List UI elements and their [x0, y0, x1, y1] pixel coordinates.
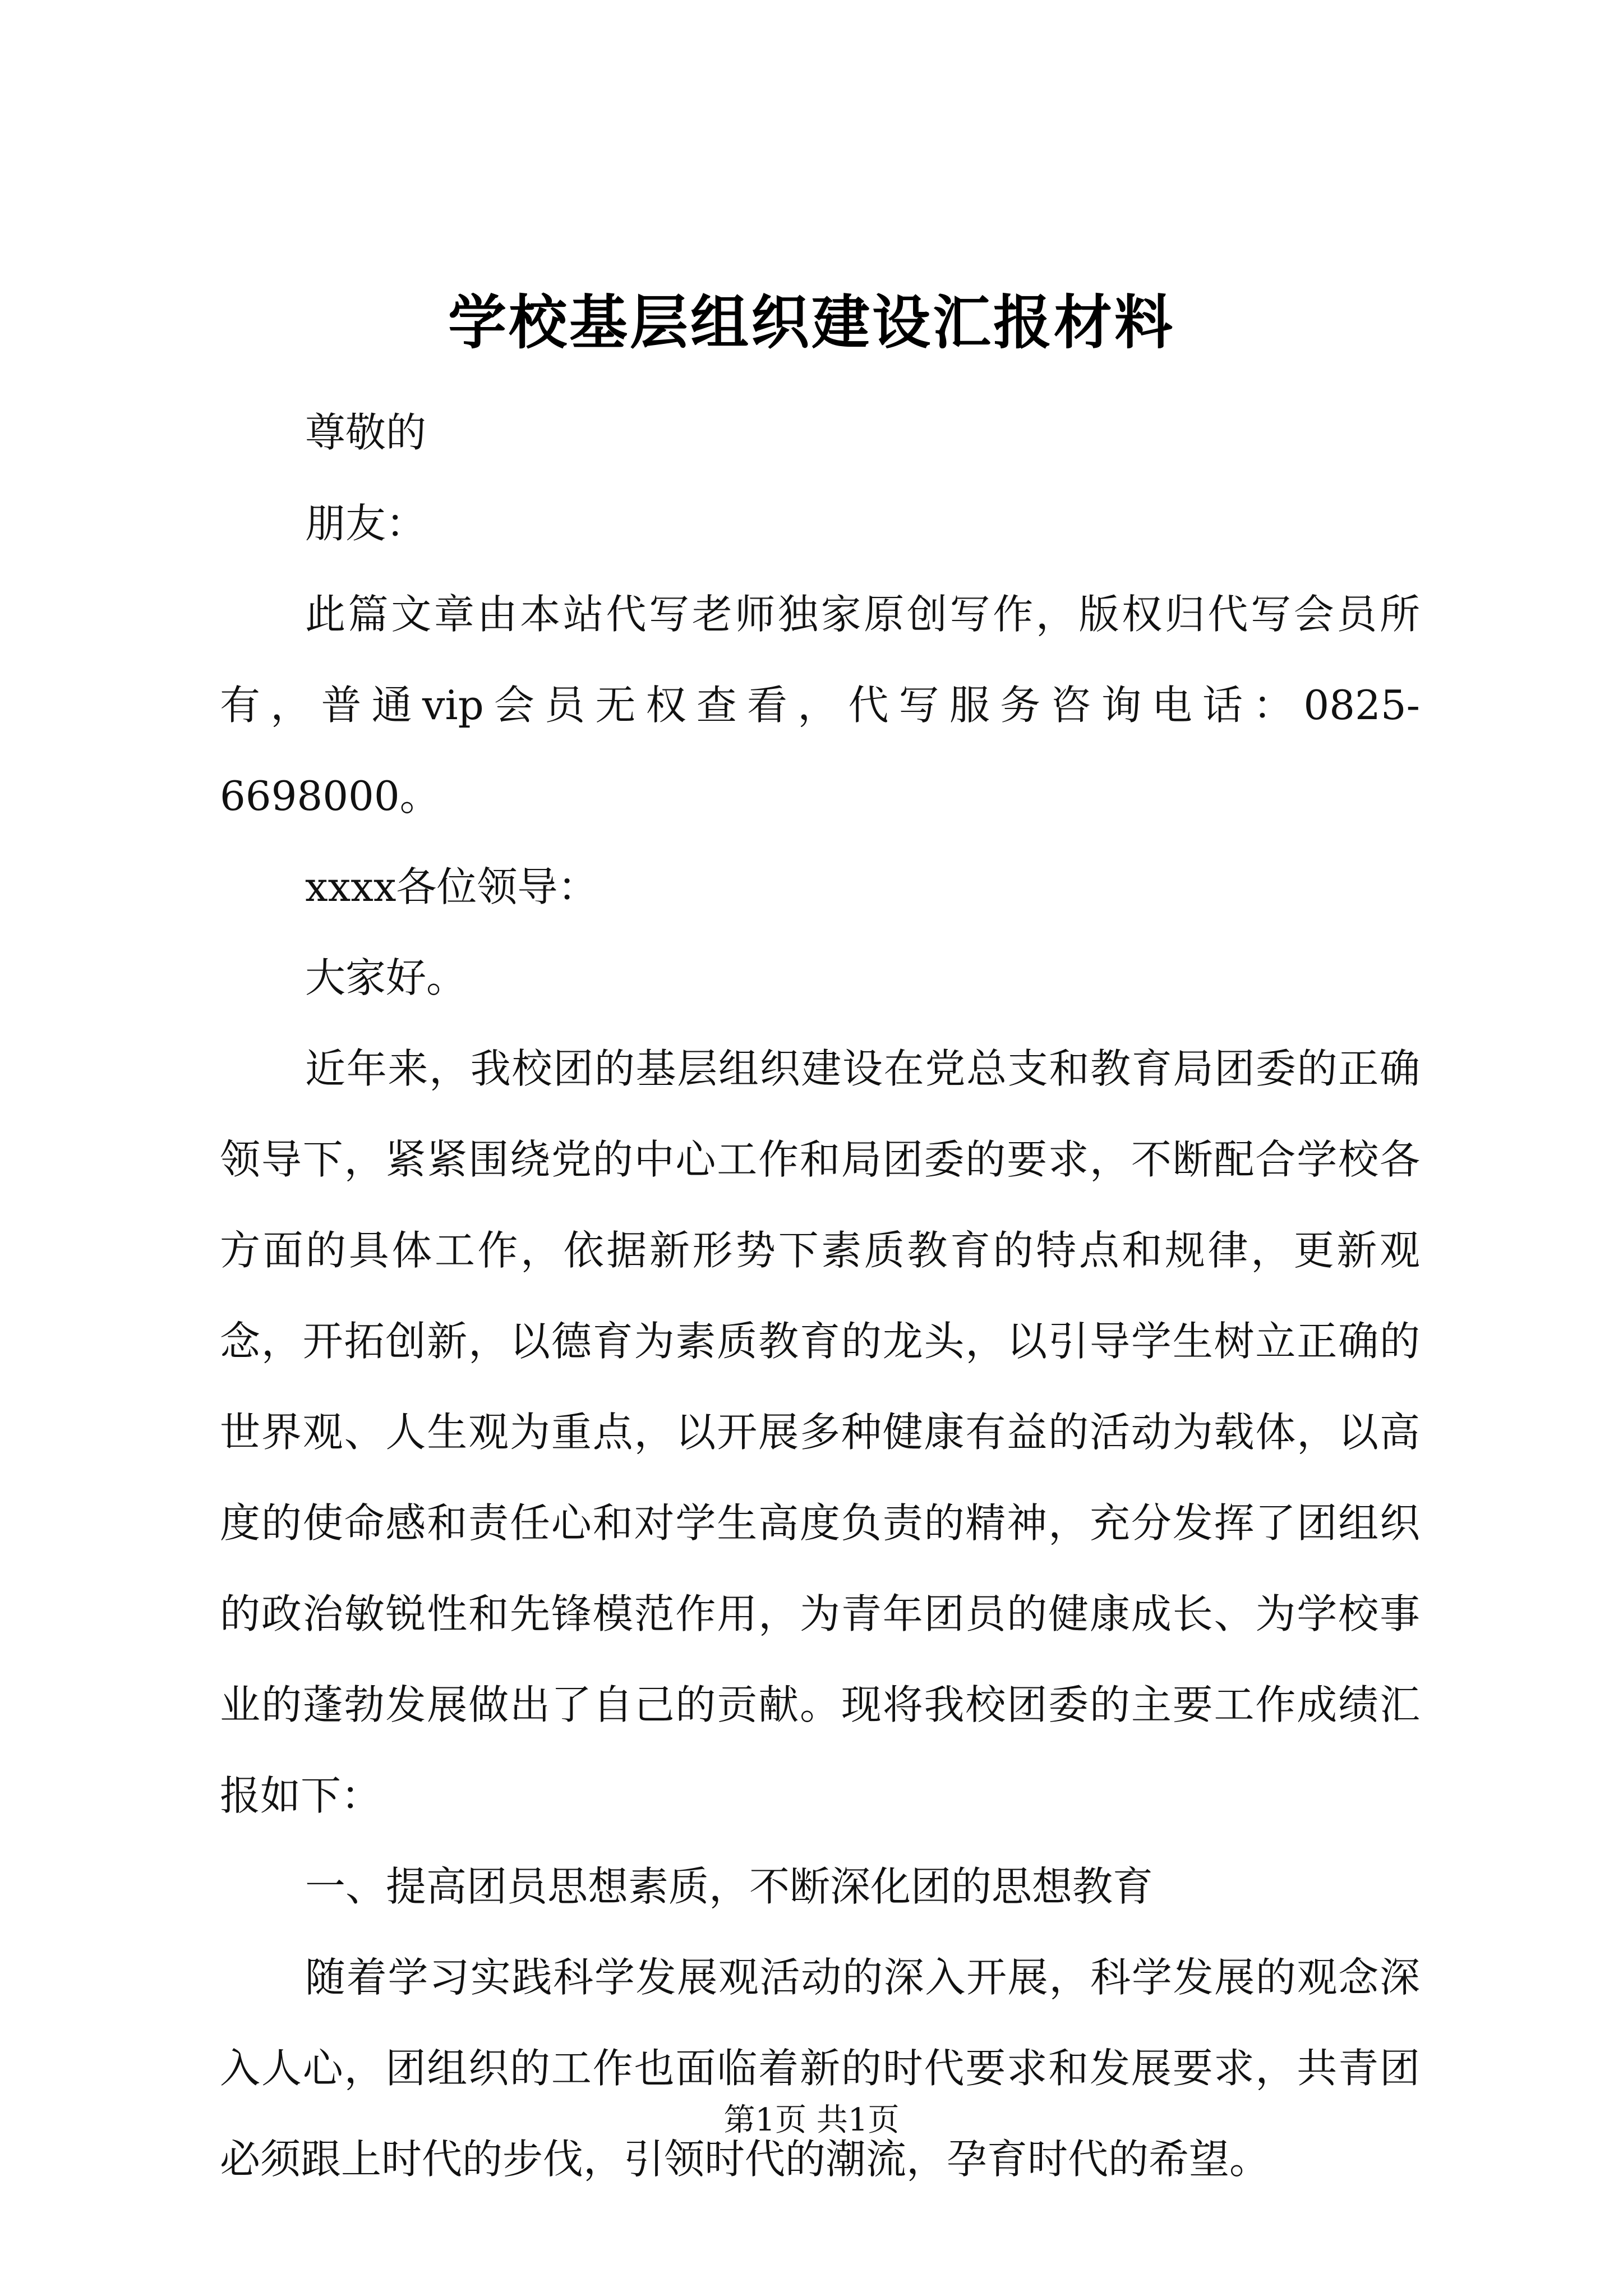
salutation-line-1: 尊敬的 — [305, 409, 427, 456]
document-body — [220, 387, 1420, 2205]
section-paragraph: 随着学习实践科学发展观活动的深入开展，科学发展的观念深入人心，团组织的工作也面临着新的时代要求和发展要求，共青团必须跟上时代的步伐，引领时代的潮流，孕育时代的希望。 — [220, 1954, 1420, 2183]
greeting-all: 大家好。 — [305, 954, 467, 1001]
intro-paragraph: 近年来，我校团的基层组织建设在党总支和教育局团委的正确领导下，紧紧围绕党的中心工作和局团委的要求，不断配合学校各方面的具体工作，依据新形势下素质教育的特点和规律，更新观念，开拓创新，以德育为素质教育的龙头，以引导学生树立正确的世界观、人生观为重点，以开展多种健康有益的活动为载体，以高度的使命感和责任心和对学生高度负责的精神，充分发挥了团组织的政治敏锐性和先锋模范作用，为青年团员的健康成长、为学校事业的蓬勃发展做出了自己的贡献。现将我校团委的主要工作成绩汇报如下： — [220, 1045, 1420, 1819]
section-heading: 一、提高团员思想素质，不断深化团的思想教育 — [305, 1863, 1154, 1910]
page-footer: 第1页 共1页 — [723, 2102, 900, 2138]
copyright-notice: 此篇文章由本站代写老师独家原创写作，版权归代写会员所有，普通vip会员无权查看，代写服务咨询电话：0825-6698000。 — [220, 591, 1420, 820]
salutation-line-2: 朋友： — [305, 500, 427, 547]
greeting-leaders: xxxx各位领导： — [305, 863, 598, 910]
document-title: 学校基层组织建设汇报材料 — [448, 288, 1175, 357]
